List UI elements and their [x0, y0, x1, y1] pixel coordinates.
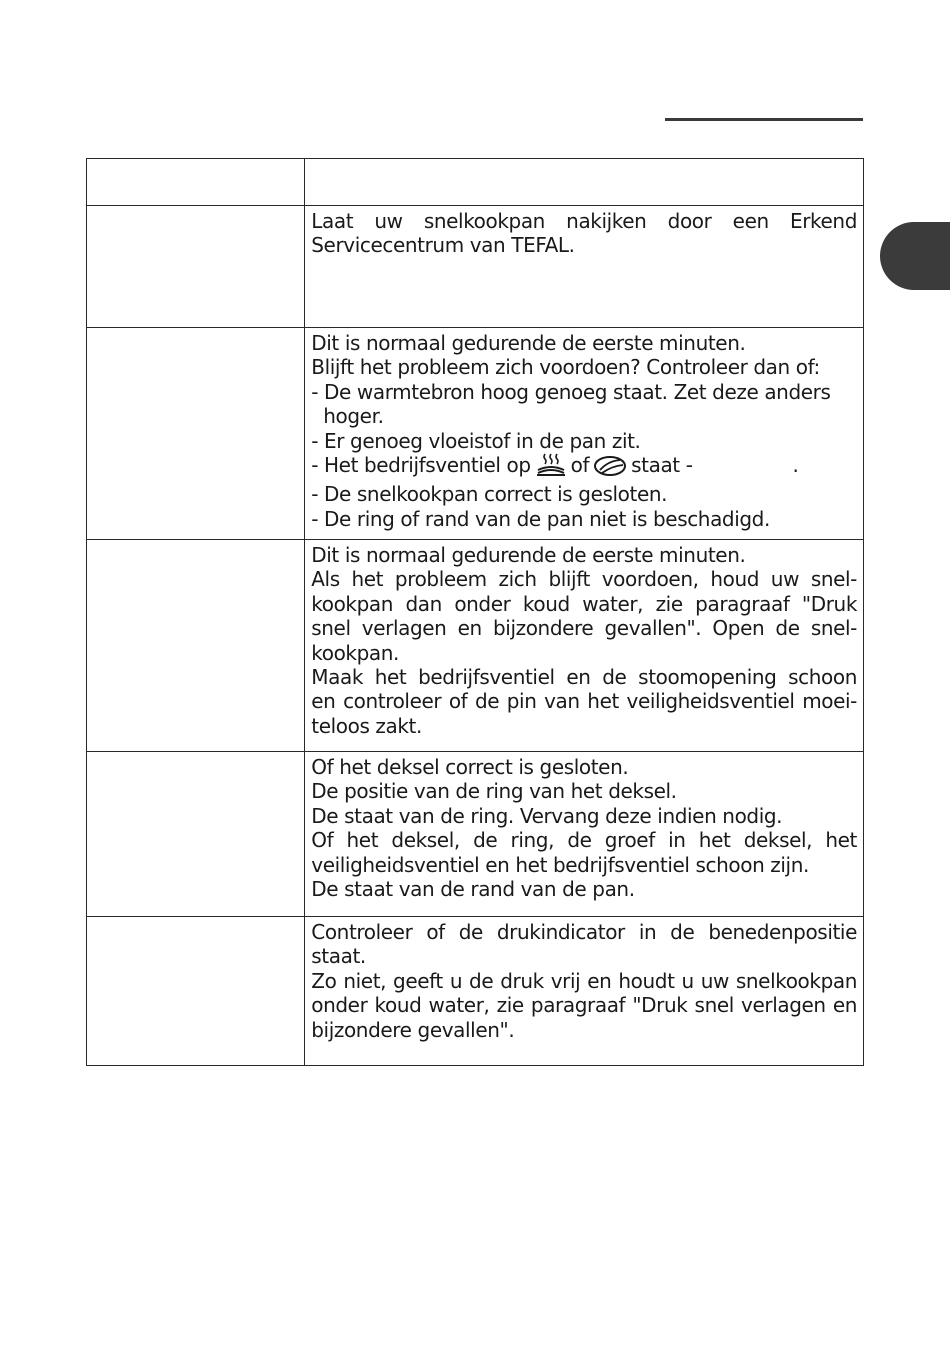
- remedy-line: kookpan dan onder koud water, zie paragraaf "Druk: [311, 591, 857, 616]
- remedy-line: Dit is normaal gedurende de eerste minuten.: [311, 331, 746, 355]
- remedy-cell: [305, 752, 864, 917]
- remedy-line: De positie van de ring van het deksel.: [311, 779, 677, 804]
- header-rule: [665, 118, 863, 121]
- troubleshooting-table: [86, 158, 864, 1066]
- table-row: [87, 328, 864, 540]
- table-header-row: [87, 159, 864, 206]
- valve-line-before: - Het bedrijfsventiel op: [311, 453, 531, 478]
- problem-cell: [87, 206, 305, 328]
- table-row: [87, 206, 864, 328]
- header-problem-cell: [87, 159, 305, 206]
- problem-cell: [87, 328, 305, 540]
- valve-line-end: .: [792, 453, 799, 478]
- remedy-line: Laat uw snelkookpan nakijken door een Erkend: [311, 209, 857, 233]
- remedy-line: De staat van de rand van de pan.: [311, 877, 635, 902]
- remedy-line: Servicecentrum van TEFAL.: [311, 233, 575, 258]
- remedy-cell: [305, 917, 864, 1066]
- section-tab: [880, 222, 950, 290]
- remedy-line: snel verlagen en bijzondere gevallen". Open de snel-: [311, 616, 857, 641]
- remedy-line: Zo niet, geeft u de druk vrij en houdt u uw snelkookpan: [311, 968, 857, 993]
- remedy-line: - De warmtebron hoog genoeg staat. Zet deze anders: [311, 379, 831, 404]
- remedy-cell: [305, 540, 864, 752]
- remedy-line: veiligheidsventiel en het bedrijfsventiel schoon zijn.: [311, 852, 809, 877]
- remedy-line: Controleer of de drukindicator in de benedenpositie: [311, 920, 857, 944]
- remedy-line: hoger.: [323, 404, 384, 429]
- remedy-line: Als het probleem zich blijft voordoen, houd uw snel-: [311, 567, 857, 592]
- remedy-line: Of het deksel, de ring, de groef in het deksel, het: [311, 828, 857, 853]
- table-row: [87, 752, 864, 917]
- problem-cell: [87, 752, 305, 917]
- remedy-line: Of het deksel correct is gesloten.: [311, 755, 629, 779]
- table-row: [87, 540, 864, 752]
- remedy-line: - De snelkookpan correct is gesloten.: [311, 482, 668, 507]
- header-remedy-cell: [305, 159, 864, 206]
- remedy-line: kookpan.: [311, 640, 399, 665]
- table-row: [87, 917, 864, 1066]
- steam-release-icon: [534, 453, 568, 482]
- pressure-cooking-icon: [592, 453, 628, 482]
- remedy-cell: [305, 206, 864, 328]
- remedy-line: Dit is normaal gedurende de eerste minuten.: [311, 543, 746, 567]
- valve-line-after: staat -: [631, 453, 693, 478]
- remedy-cell: [305, 328, 864, 540]
- remedy-line: Maak het bedrijfsventiel en de stoomopening schoon: [311, 665, 857, 690]
- remedy-line: en controleer of de pin van het veiligheidsventiel moei-: [311, 689, 857, 714]
- remedy-line: bijzondere gevallen".: [311, 1017, 515, 1042]
- problem-cell: [87, 917, 305, 1066]
- valve-line-middle: of: [570, 453, 590, 478]
- problem-cell: [87, 540, 305, 752]
- remedy-line: De staat van de ring. Vervang deze indien nodig.: [311, 803, 783, 828]
- remedy-line: staat.: [311, 944, 366, 969]
- remedy-line: onder koud water, zie paragraaf "Druk snel verlagen en: [311, 993, 857, 1018]
- valve-position-line: [311, 453, 857, 482]
- remedy-line: Blijft het probleem zich voordoen? Controleer dan of:: [311, 355, 820, 380]
- remedy-line: - De ring of rand van de pan niet is beschadigd.: [311, 506, 770, 531]
- remedy-line: teloos zakt.: [311, 713, 422, 738]
- remedy-line: - Er genoeg vloeistof in de pan zit.: [311, 428, 641, 453]
